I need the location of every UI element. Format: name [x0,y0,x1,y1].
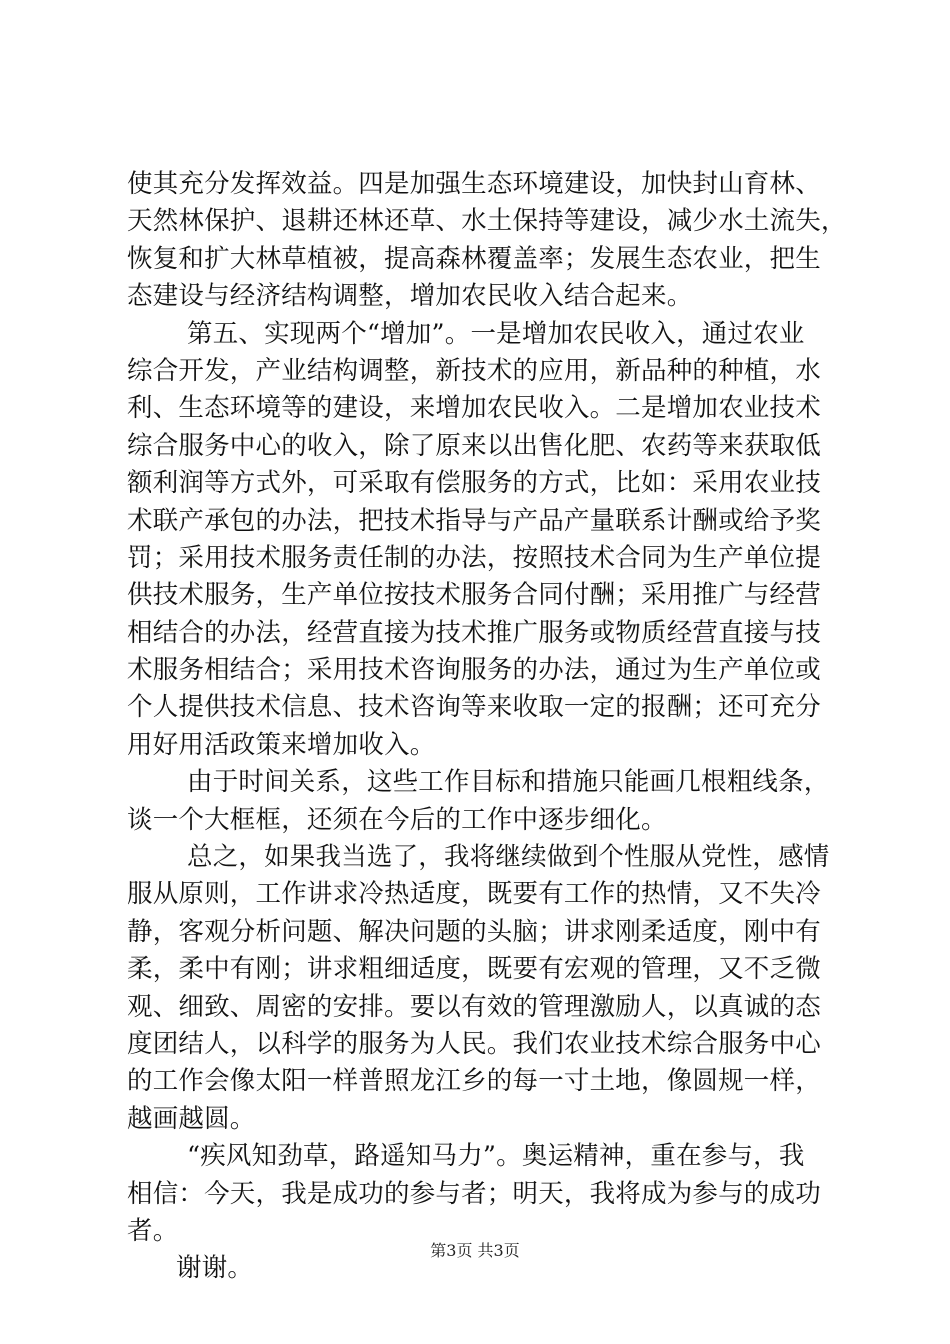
text-line: 术服务相结合；采用技术咨询服务的办法，通过为生产单位或 [127,655,821,686]
text-line: 相信：今天，我是成功的参与者；明天，我将成为参与的成功 [127,1178,821,1209]
text-line: 越画越圆。 [127,1103,256,1134]
paragraph-first-line: 谢谢。 [176,1253,254,1284]
paragraph-first-line: 总之，如果我当选了，我将继续做到个性服从党性，感情 [187,842,830,873]
text-line: 利、生态环境等的建设，来增加农民收入。二是增加农业技术 [127,393,821,424]
text-line: 恢复和扩大林草植被，提高森林覆盖率；发展生态农业，把生 [127,243,821,274]
text-line: 供技术服务，生产单位按技术服务合同付酬；采用推广与经营 [127,580,821,611]
text-line: 个人提供技术信息、技术咨询等来收取一定的报酬；还可充分 [127,692,821,723]
text-line: 天然林保护、退耕还林还草、水土保持等建设，减少水土流失， [127,206,847,237]
text-line: 综合开发，产业结构调整，新技术的应用，新品种的种植，水 [127,355,821,386]
text-line: 观、细致、周密的安排。要以有效的管理激励人，以真诚的态 [127,991,821,1022]
text-line: 静，客观分析问题、解决问题的头脑；讲求刚柔适度，刚中有 [127,916,821,947]
text-line: 服从原则，工作讲求冷热适度，既要有工作的热情，又不失冷 [127,879,821,910]
text-line: 的工作会像太阳一样普照龙江乡的每一寸土地，像圆规一样， [127,1066,821,1097]
paragraph-first-line: 由于时间关系，这些工作目标和措施只能画几根粗线条， [187,767,830,798]
text-line: 使其充分发挥效益。四是加强生态环境建设，加快封山育林、 [127,169,821,199]
text-line: 度团结人，以科学的服务为人民。我们农业技术综合服务中心 [127,1028,821,1059]
text-line: 综合服务中心的收入，除了原来以出售化肥、农药等来获取低 [127,430,821,461]
paragraph-first-line: 第五、实现两个“增加”。一是增加农民收入，通过农业 [187,318,805,349]
text-line: 谈一个大框框，还须在今后的工作中逐步细化。 [127,804,667,835]
paragraph-first-line: “疾风知劲草，路遥知马力”。奥运精神，重在参与，我 [187,1141,805,1172]
text-line: 术联产承包的办法，把技术指导与产品产量联系计酬或给予奖 [127,505,821,536]
text-line: 罚；采用技术服务责任制的办法，按照技术合同为生产单位提 [127,542,821,573]
document-body [127,166,847,1288]
text-line: 相结合的办法，经营直接为技术推广服务或物质经营直接与技 [127,617,821,648]
text-line: 者。 [127,1215,179,1246]
text-line: 柔，柔中有刚；讲求粗细适度，既要有宏观的管理，又不乏微 [127,954,821,985]
text-line: 额利润等方式外，可采取有偿服务的方式，比如：采用农业技 [127,468,821,499]
text-line: 态建设与经济结构调整，增加农民收入结合起来。 [127,281,693,312]
text-line: 用好用活政策来增加收入。 [127,729,436,760]
page-number-footer: 第3页 共3页 [430,1241,520,1260]
